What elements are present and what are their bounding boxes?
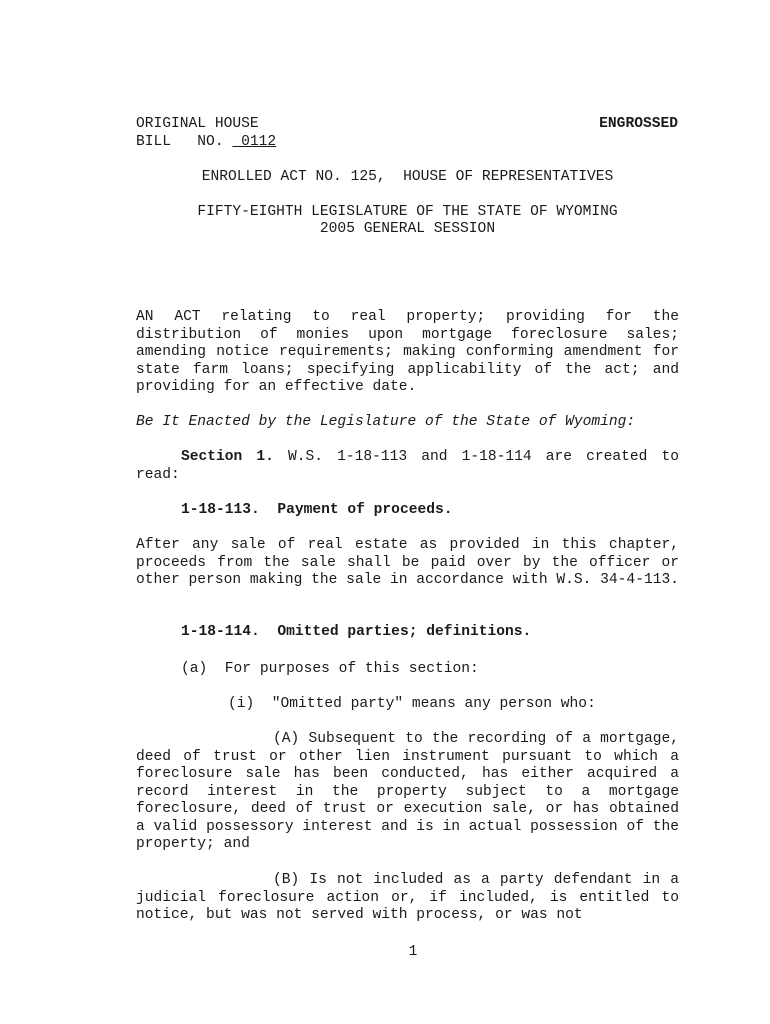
original-house-label: ORIGINAL HOUSE (136, 116, 259, 132)
session-line: 2005 GENERAL SESSION (319, 221, 496, 237)
enacting-clause: Be It Enacted by the Legislature of the State of Wyoming: (136, 414, 636, 430)
section-113-body: After any sale of real estate as provided in this chapter, proceeds from the sale shall be paid over by the officer or other person making the sale in accordance with W.S. 34-4-113. (136, 537, 679, 588)
paragraph-i: (i) "Omitted party" means any person who: (228, 696, 596, 712)
bill-prefix: BILL NO. (136, 134, 233, 150)
subsection-a: (a) For purposes of this section: (181, 661, 479, 677)
engrossed-label: ENGROSSED (599, 116, 678, 132)
section-1-paragraph (136, 449, 679, 484)
act-title-paragraph: AN ACT relating to real property; providing for the distribution of monies upon mortgage foreclosure sales; amending notice requirements; making conforming amendment for state farm loans; specifying applicability of the act; and providing for an effective date. (136, 309, 679, 395)
bill-number: 0112 (232, 134, 277, 150)
section-113-heading: 1-18-113. Payment of proceeds. (181, 502, 453, 518)
subparagraph-A: (A) Subsequent to the recording of a mortgage, deed of trust or other lien instrument pursuant to which a foreclosure sale has been conducted, has either acquired a record interest in the property subject to a mortgage foreclosure, deed of trust or execution sale, or has obtained a valid possessory interest and is in actual possession of the property; and (136, 731, 679, 852)
section-1-text: W.S. 1-18-113 and 1-18-114 are created to read: (136, 449, 679, 483)
page-number: 1 (408, 944, 418, 960)
section-1-label: Section 1. (181, 449, 274, 465)
subparagraph-B: (B) Is not included as a party defendant in a judicial foreclosure action or, if included, is entitled to notice, but was not served with process, or was not (136, 872, 679, 923)
bill-number-line (136, 134, 276, 152)
legislature-line: FIFTY-EIGHTH LEGISLATURE OF THE STATE OF WYOMING (197, 204, 618, 220)
enrolled-act-line: ENROLLED ACT NO. 125, HOUSE OF REPRESENTATIVES (201, 169, 614, 185)
section-114-heading: 1-18-114. Omitted parties; definitions. (181, 624, 532, 640)
